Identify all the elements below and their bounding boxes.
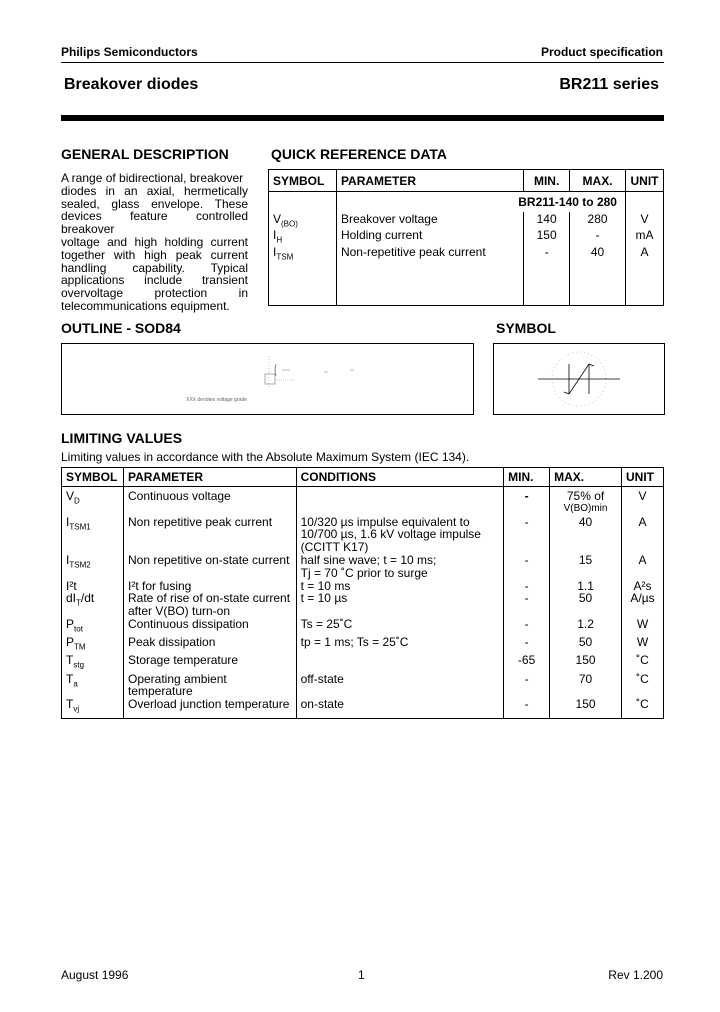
lim-max: 40 xyxy=(550,516,622,554)
lim-max: 75% of V(BO)min xyxy=(550,487,622,516)
lim-symbol: $P_{tot}$ xyxy=(62,618,124,636)
lim-symbol: $V_D$ xyxy=(62,487,124,516)
lim-cond: tp = 1 ms; Ts = 25˚C xyxy=(296,636,504,654)
lim-min: - xyxy=(504,673,550,699)
lim-max: 50 xyxy=(550,592,622,618)
lim-unit: ˚C xyxy=(622,654,664,672)
table-row xyxy=(62,516,664,554)
qrd-symbol: $I_H$ xyxy=(269,228,337,244)
lim-max: 50 xyxy=(550,636,622,654)
footer-page-number: 1 xyxy=(358,968,365,982)
outline-drawing xyxy=(61,343,474,415)
series-title: BR211 series xyxy=(559,76,659,93)
lim-col-conditions: CONDITIONS xyxy=(296,468,504,487)
breakover-diode-symbol-icon xyxy=(494,344,664,414)
qrd-unit: V xyxy=(640,212,649,226)
lim-min: - xyxy=(504,698,550,719)
table-row xyxy=(62,654,664,672)
limiting-values-table xyxy=(61,467,664,719)
qrd-col-max: MAX. xyxy=(570,170,626,192)
table-row xyxy=(62,554,664,580)
lim-min: - xyxy=(504,592,550,618)
lim-header-row xyxy=(62,468,664,487)
lim-max: 1.2 xyxy=(550,618,622,636)
lim-symbol: $I_{TSM1}$ xyxy=(62,516,124,554)
lim-max: 150 xyxy=(550,698,622,719)
table-row xyxy=(62,636,664,654)
table-row xyxy=(269,212,664,228)
qrd-table xyxy=(268,169,664,306)
lim-min: -65 xyxy=(504,654,550,672)
lim-cond xyxy=(296,487,504,516)
qrd-param: Holding current xyxy=(336,228,523,244)
lim-cond xyxy=(296,654,504,672)
lim-col-unit: UNIT xyxy=(622,468,664,487)
lim-min: - xyxy=(504,580,550,593)
lim-min: - xyxy=(504,487,550,516)
symbol-box xyxy=(493,343,665,415)
desc-line: sealed, glass envelope. These xyxy=(61,196,248,211)
table-row xyxy=(62,592,664,618)
qrd-min: 150 xyxy=(524,228,570,244)
lim-max: 150 xyxy=(550,654,622,672)
qrd-subheader-row xyxy=(269,192,664,213)
qrd-col-min: MIN. xyxy=(524,170,570,192)
lim-col-parameter: PARAMETER xyxy=(123,468,296,487)
lim-symbol: $P_{TM}$ xyxy=(62,636,124,654)
lim-max: 1.1 xyxy=(550,580,622,593)
company-name: Philips Semiconductors xyxy=(61,45,198,59)
lim-cond: off-state xyxy=(296,673,504,699)
table-row xyxy=(62,618,664,636)
qrd-param: Breakover voltage xyxy=(336,212,523,228)
limiting-values-title: LIMITING VALUES xyxy=(61,430,183,446)
desc-line: telecommunications equipment. xyxy=(61,298,230,313)
lim-unit: W xyxy=(622,618,664,636)
lim-param: Peak dissipation xyxy=(123,636,296,654)
table-row xyxy=(62,487,664,516)
lim-min: - xyxy=(504,516,550,554)
table-row xyxy=(62,673,664,699)
lim-symbol: $dI_T/dt$ xyxy=(62,592,124,618)
outline-caption: XXX denotes voltage grade xyxy=(186,397,247,403)
qrd-param: Non-repetitive peak current xyxy=(336,245,523,306)
qrd-min: - xyxy=(524,245,570,306)
lim-param: Operating ambient temperature xyxy=(123,673,296,699)
lim-symbol: $T_{stg}$ xyxy=(62,654,124,672)
qrd-col-parameter: PARAMETER xyxy=(336,170,523,192)
lim-unit: ˚C xyxy=(622,673,664,699)
qrd-symbol: $V_{(BO)}$ xyxy=(269,212,337,228)
desc-line: devices feature controlled breakover xyxy=(61,209,248,237)
lim-min: - xyxy=(504,636,550,654)
qrd-max: 280 xyxy=(570,212,626,228)
lim-unit: A xyxy=(622,554,664,580)
lim-col-max: MAX. xyxy=(550,468,622,487)
lim-unit: V xyxy=(622,487,664,516)
table-row xyxy=(269,245,664,306)
desc-line: A range of bidirectional, breakover xyxy=(61,171,244,185)
lim-min: - xyxy=(504,554,550,580)
product-title: Breakover diodes xyxy=(64,76,199,93)
lim-min: - xyxy=(504,618,550,636)
lim-max: 70 xyxy=(550,673,622,699)
lim-param: Continuous dissipation xyxy=(123,618,296,636)
desc-line: voltage and high holding current xyxy=(61,234,248,249)
lim-col-symbol: SYMBOL xyxy=(62,468,124,487)
lim-unit: ˚C xyxy=(622,698,664,719)
lim-symbol: $T_{vj}$ xyxy=(62,698,124,719)
lim-symbol: I²t xyxy=(62,580,124,593)
desc-line: applications include transient xyxy=(61,273,248,288)
desc-line: handling capability. Typical xyxy=(61,260,248,275)
desc-line: diodes in an axial, hermetically xyxy=(61,183,248,198)
lim-unit: A²s xyxy=(622,580,664,593)
desc-line: together with high peak current xyxy=(61,247,248,262)
lim-cond: on-state xyxy=(296,698,504,719)
lim-param: I²t for fusing xyxy=(123,580,296,593)
lim-param: Overload junction temperature xyxy=(123,698,296,719)
lim-param: Rate of rise of on-state current after V(BO) turn-on xyxy=(123,592,296,618)
qrd-header-row xyxy=(269,170,664,192)
lim-col-min: MIN. xyxy=(504,468,550,487)
lim-param: Non repetitive on-state current xyxy=(123,554,296,580)
lim-param: Non repetitive peak current xyxy=(123,516,296,554)
table-row xyxy=(62,698,664,719)
sod84-outline-icon xyxy=(62,344,473,414)
qrd-title: QUICK REFERENCE DATA xyxy=(271,146,448,162)
limiting-values-intro: Limiting values in accordance with the Absolute Maximum System (IEC 134). xyxy=(61,450,470,464)
lim-cond: t = 10 ms xyxy=(296,580,504,593)
qrd-max: 40 xyxy=(570,245,626,306)
qrd-max: - xyxy=(570,228,626,244)
qrd-subheader: BR211-140 to 280 xyxy=(518,195,617,209)
lim-cond: Ts = 25˚C xyxy=(296,618,504,636)
general-description-text xyxy=(61,172,248,313)
doc-type: Product specification xyxy=(540,45,663,59)
table-row xyxy=(269,228,664,244)
qrd-unit: mA xyxy=(635,228,654,243)
general-description-title: GENERAL DESCRIPTION xyxy=(61,146,229,162)
lim-symbol: $T_a$ xyxy=(62,673,124,699)
lim-unit: W xyxy=(622,636,664,654)
qrd-col-unit: UNIT xyxy=(625,170,663,192)
lim-unit: A/µs xyxy=(622,592,664,618)
symbol-title: SYMBOL xyxy=(496,320,556,336)
lim-cond: t = 10 µs xyxy=(296,592,504,618)
lim-cond: 10/320 µs impulse equivalent to 10/700 µs, 1.6 kV voltage impulse (CCITT K17) xyxy=(296,516,504,554)
qrd-col-symbol: SYMBOL xyxy=(269,170,337,192)
lim-unit: A xyxy=(622,516,664,554)
qrd-symbol: $I_{TSM}$ xyxy=(269,245,337,306)
lim-param: Continuous voltage xyxy=(123,487,296,516)
lim-max: 15 xyxy=(550,554,622,580)
qrd-unit: A xyxy=(640,244,649,259)
header-bar xyxy=(61,115,664,121)
lim-cond: half sine wave; t = 10 ms; Tj = 70 ˚C prior to surge xyxy=(296,554,504,580)
desc-line: overvoltage protection in xyxy=(61,286,248,301)
lim-param: Storage temperature xyxy=(123,654,296,672)
header-rule xyxy=(61,62,664,63)
qrd-min: 140 xyxy=(524,212,570,228)
outline-title: OUTLINE - SOD84 xyxy=(61,320,181,336)
footer-revision: Rev 1.200 xyxy=(608,968,663,982)
lim-symbol: $I_{TSM2}$ xyxy=(62,554,124,580)
footer-date: August 1996 xyxy=(61,968,129,982)
